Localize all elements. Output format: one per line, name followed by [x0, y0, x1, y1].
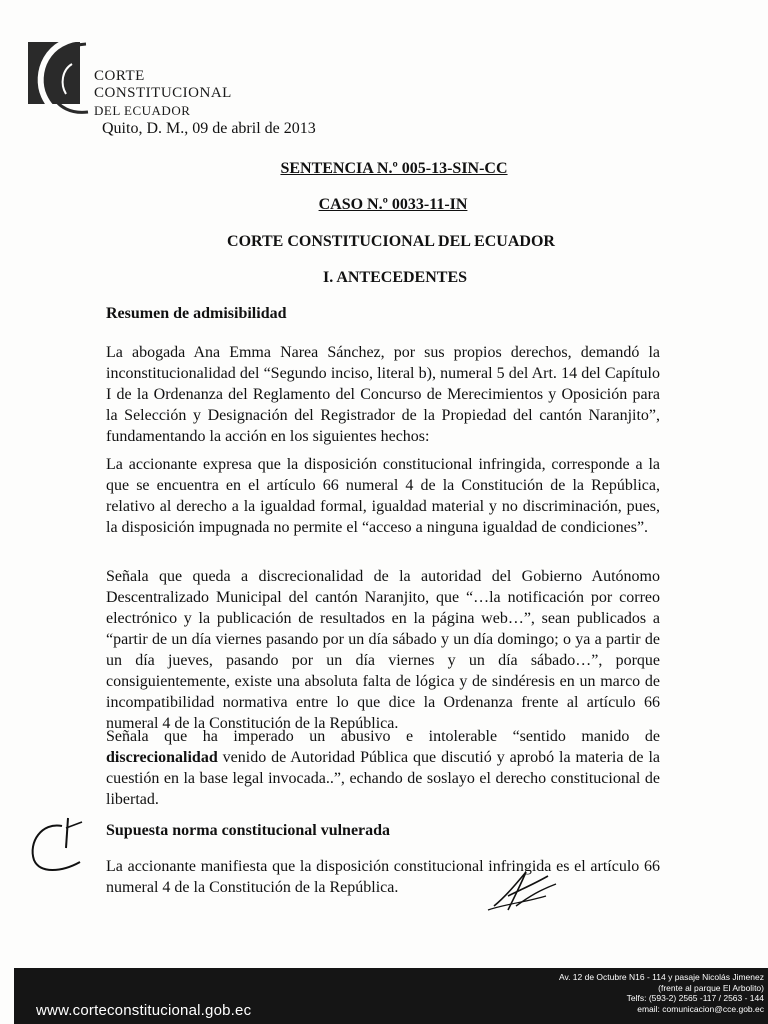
paragraph-4-end: venido de Autoridad Pública que discutió y aprobó la materia de la cuestión en la base legal invocada..”, echando de soslayo el derecho constitucional de libertad. [106, 749, 660, 808]
paragraph-2: La accionante expresa que la disposición constitucional infringida, corresponde a la que se encuentra en el artículo 66 numeral 4 de la Constitución de la República, relativo al derecho a la igualdad formal, igualdad material y no discriminación, pues, la disposición impugnada no permite el “acceso a ninguna igualdad de condiciones”. [106, 456, 660, 536]
paragraph-4-bold: discrecionalidad [106, 749, 218, 766]
document-date: Quito, D. M., 09 de abril de 2013 [102, 120, 316, 137]
logo-line-3: DEL ECUADOR [94, 103, 191, 118]
admissibility-subheading: Resumen de admisibilidad [106, 305, 287, 322]
logo-line-2: CONSTITUCIONAL [94, 85, 232, 101]
page-footer [14, 968, 768, 1024]
logo-wordmark [94, 68, 232, 119]
sentencia-title: SENTENCIA N.º 005-13-SIN-CC [280, 160, 508, 177]
section-heading: I. ANTECEDENTES [322, 269, 468, 286]
handwritten-signature [486, 866, 566, 916]
court-emblem-icon [26, 34, 96, 134]
logo-line-1: CORTE [94, 68, 145, 84]
margin-initial-signature [22, 812, 122, 882]
paragraph-4-start: Señala que ha imperado un abusivo e intolerable “sentido manido de [106, 728, 660, 745]
address-line-1: Av. 12 de Octubre N16 - 114 y pasaje Nicolás Jimenez [558, 972, 764, 982]
paragraph-5: La accionante manifiesta que la disposición constitucional infringida es el artículo 66 numeral 4 de la Constitución de la República. [106, 858, 660, 896]
court-title: CORTE CONSTITUCIONAL DEL ECUADOR [227, 233, 555, 250]
address-line-4: email: comunicacion@cce.gob.ec [637, 1003, 764, 1014]
footer-address [559, 972, 764, 1014]
website-link[interactable]: www.corteconstitucional.gob.ec [36, 1002, 252, 1019]
address-line-3: Telfs: (593-2) 2565 -117 / 2563 - 144 [626, 993, 764, 1003]
violated-norm-subheading: Supuesta norma constitucional vulnerada [106, 822, 391, 839]
paragraph-1: La abogada Ana Emma Narea Sánchez, por sus propios derechos, demandó la inconstitucionalidad del “Segundo inciso, literal b), numeral 5 del Art. 14 del Capítulo I de la Ordenanza del Reglamento del Concurso de Merecimientos y Oposición para la Selección y Designación del Registrador de la Propiedad del cantón Naranjito”, fundamentando la acción en los siguientes hechos: [106, 344, 660, 445]
paragraph-4 [106, 726, 660, 810]
paragraph-3: Señala que queda a discrecionalidad de la autoridad del Gobierno Autónomo Descentralizado Municipal del cantón Naranjito, que “…la notificación por correo electrónico y la publicación de resultados en la página web…”, sean publicados a “partir de un día viernes pasando por un día sábado y un día domingo; o ya a partir de un día jueves, pasando por un día viernes y un día sábado…”, porque consiguientemente, existe una absoluta falta de lógica y de sindéresis en un marco de incompatibilidad normativa entre lo que dice la Ordenanza frente al artículo 66 numeral 4 de la Constitución de la República. [106, 568, 660, 732]
caso-title: CASO N.º 0033-11-IN [318, 196, 468, 213]
address-line-2: (frente al parque El Arbolito) [658, 982, 764, 993]
